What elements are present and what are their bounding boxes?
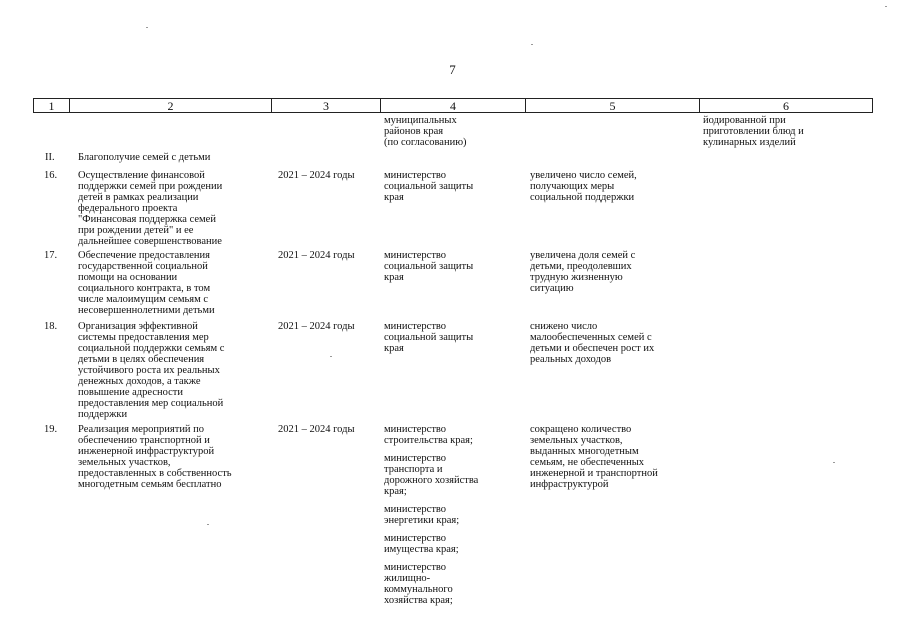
row-description: Организация эффективной системы предоставления мер социальной поддержки семьям с детьми в целях обеспечения устойчивого роста их реальных денежных доходов, а также повышение адресности предоставления мер социальной поддержки [78,321,225,420]
continuation-col4: муниципальных районов края (по согласованию) [384,115,467,148]
section-title: Благополучие семей с детьми [78,152,211,163]
header-col-6: 6 [783,99,789,113]
row-executors [384,250,509,290]
row-period: 2021 – 2024 годы [278,424,355,435]
scan-speck [207,524,209,525]
executor-item: министерство социальной защиты края [384,170,474,203]
row-result: увеличено число семей, получающих меры социальной поддержки [530,170,637,203]
header-col-4: 4 [381,99,526,112]
row-executors [384,170,509,210]
header-col-2: 2 [70,99,272,112]
header-col-5: 5 [526,99,700,112]
row-description: Реализация мероприятий по обеспечению транспортной и инженерной инфраструктурой земельных участков, предоставленных в собственность многодетным семьям бесплатно [78,424,232,490]
row-number: 18. [44,321,58,332]
executor-item: министерство имущества края; [384,533,459,555]
scan-speck [833,462,835,463]
executor-item: министерство социальной защиты края [384,250,474,283]
executor-item: министерство жилищно- коммунального хозяйства края; [384,562,453,606]
page-number: 7 [449,62,456,77]
scan-speck [330,356,332,357]
scan-speck [885,6,887,7]
header-col-3: 3 [272,99,381,112]
row-executors [384,424,509,613]
row-description: Осуществление финансовой поддержки семей при рождении детей в рамках реализации федерального проекта "Финансовая поддержка семей при рождении детей" и ее дальнейшее совершенствование [78,170,223,247]
scan-speck [146,27,148,28]
section-number: II. [45,152,55,163]
table-header-row [33,98,873,113]
row-result: снижено число малообеспеченных семей с детьми и обеспечен рост их реальных доходов [530,321,655,365]
row-period: 2021 – 2024 годы [278,250,355,261]
row-number: 16. [44,170,58,181]
executor-item: министерство энергетики края; [384,504,460,526]
row-executors [384,321,509,361]
executor-item: министерство социальной защиты края [384,321,474,354]
row-number: 19. [44,424,58,435]
executor-item: министерство строительства края; [384,424,473,446]
row-period: 2021 – 2024 годы [278,321,355,332]
row-number: 17. [44,250,58,261]
continuation-col6: йодированной при приготовлении блюд и кулинарных изделий [703,115,804,148]
row-description: Обеспечение предоставления государственной социальной помощи на основании социального контракта, в том числе малоимущим семьям с несовершеннолетними детьми [78,250,215,316]
row-result: увеличена доля семей с детьми, преодолевших трудную жизненную ситуацию [530,250,636,294]
row-result: сокращено количество земельных участков, выданных многодетным семьям, не обеспеченных инженерной и транспортной инфраструктурой [530,424,658,490]
row-period: 2021 – 2024 годы [278,170,355,181]
executor-item: министерство транспорта и дорожного хозяйства края; [384,453,479,497]
header-col-1: 1 [34,99,70,112]
scan-speck [531,44,533,45]
